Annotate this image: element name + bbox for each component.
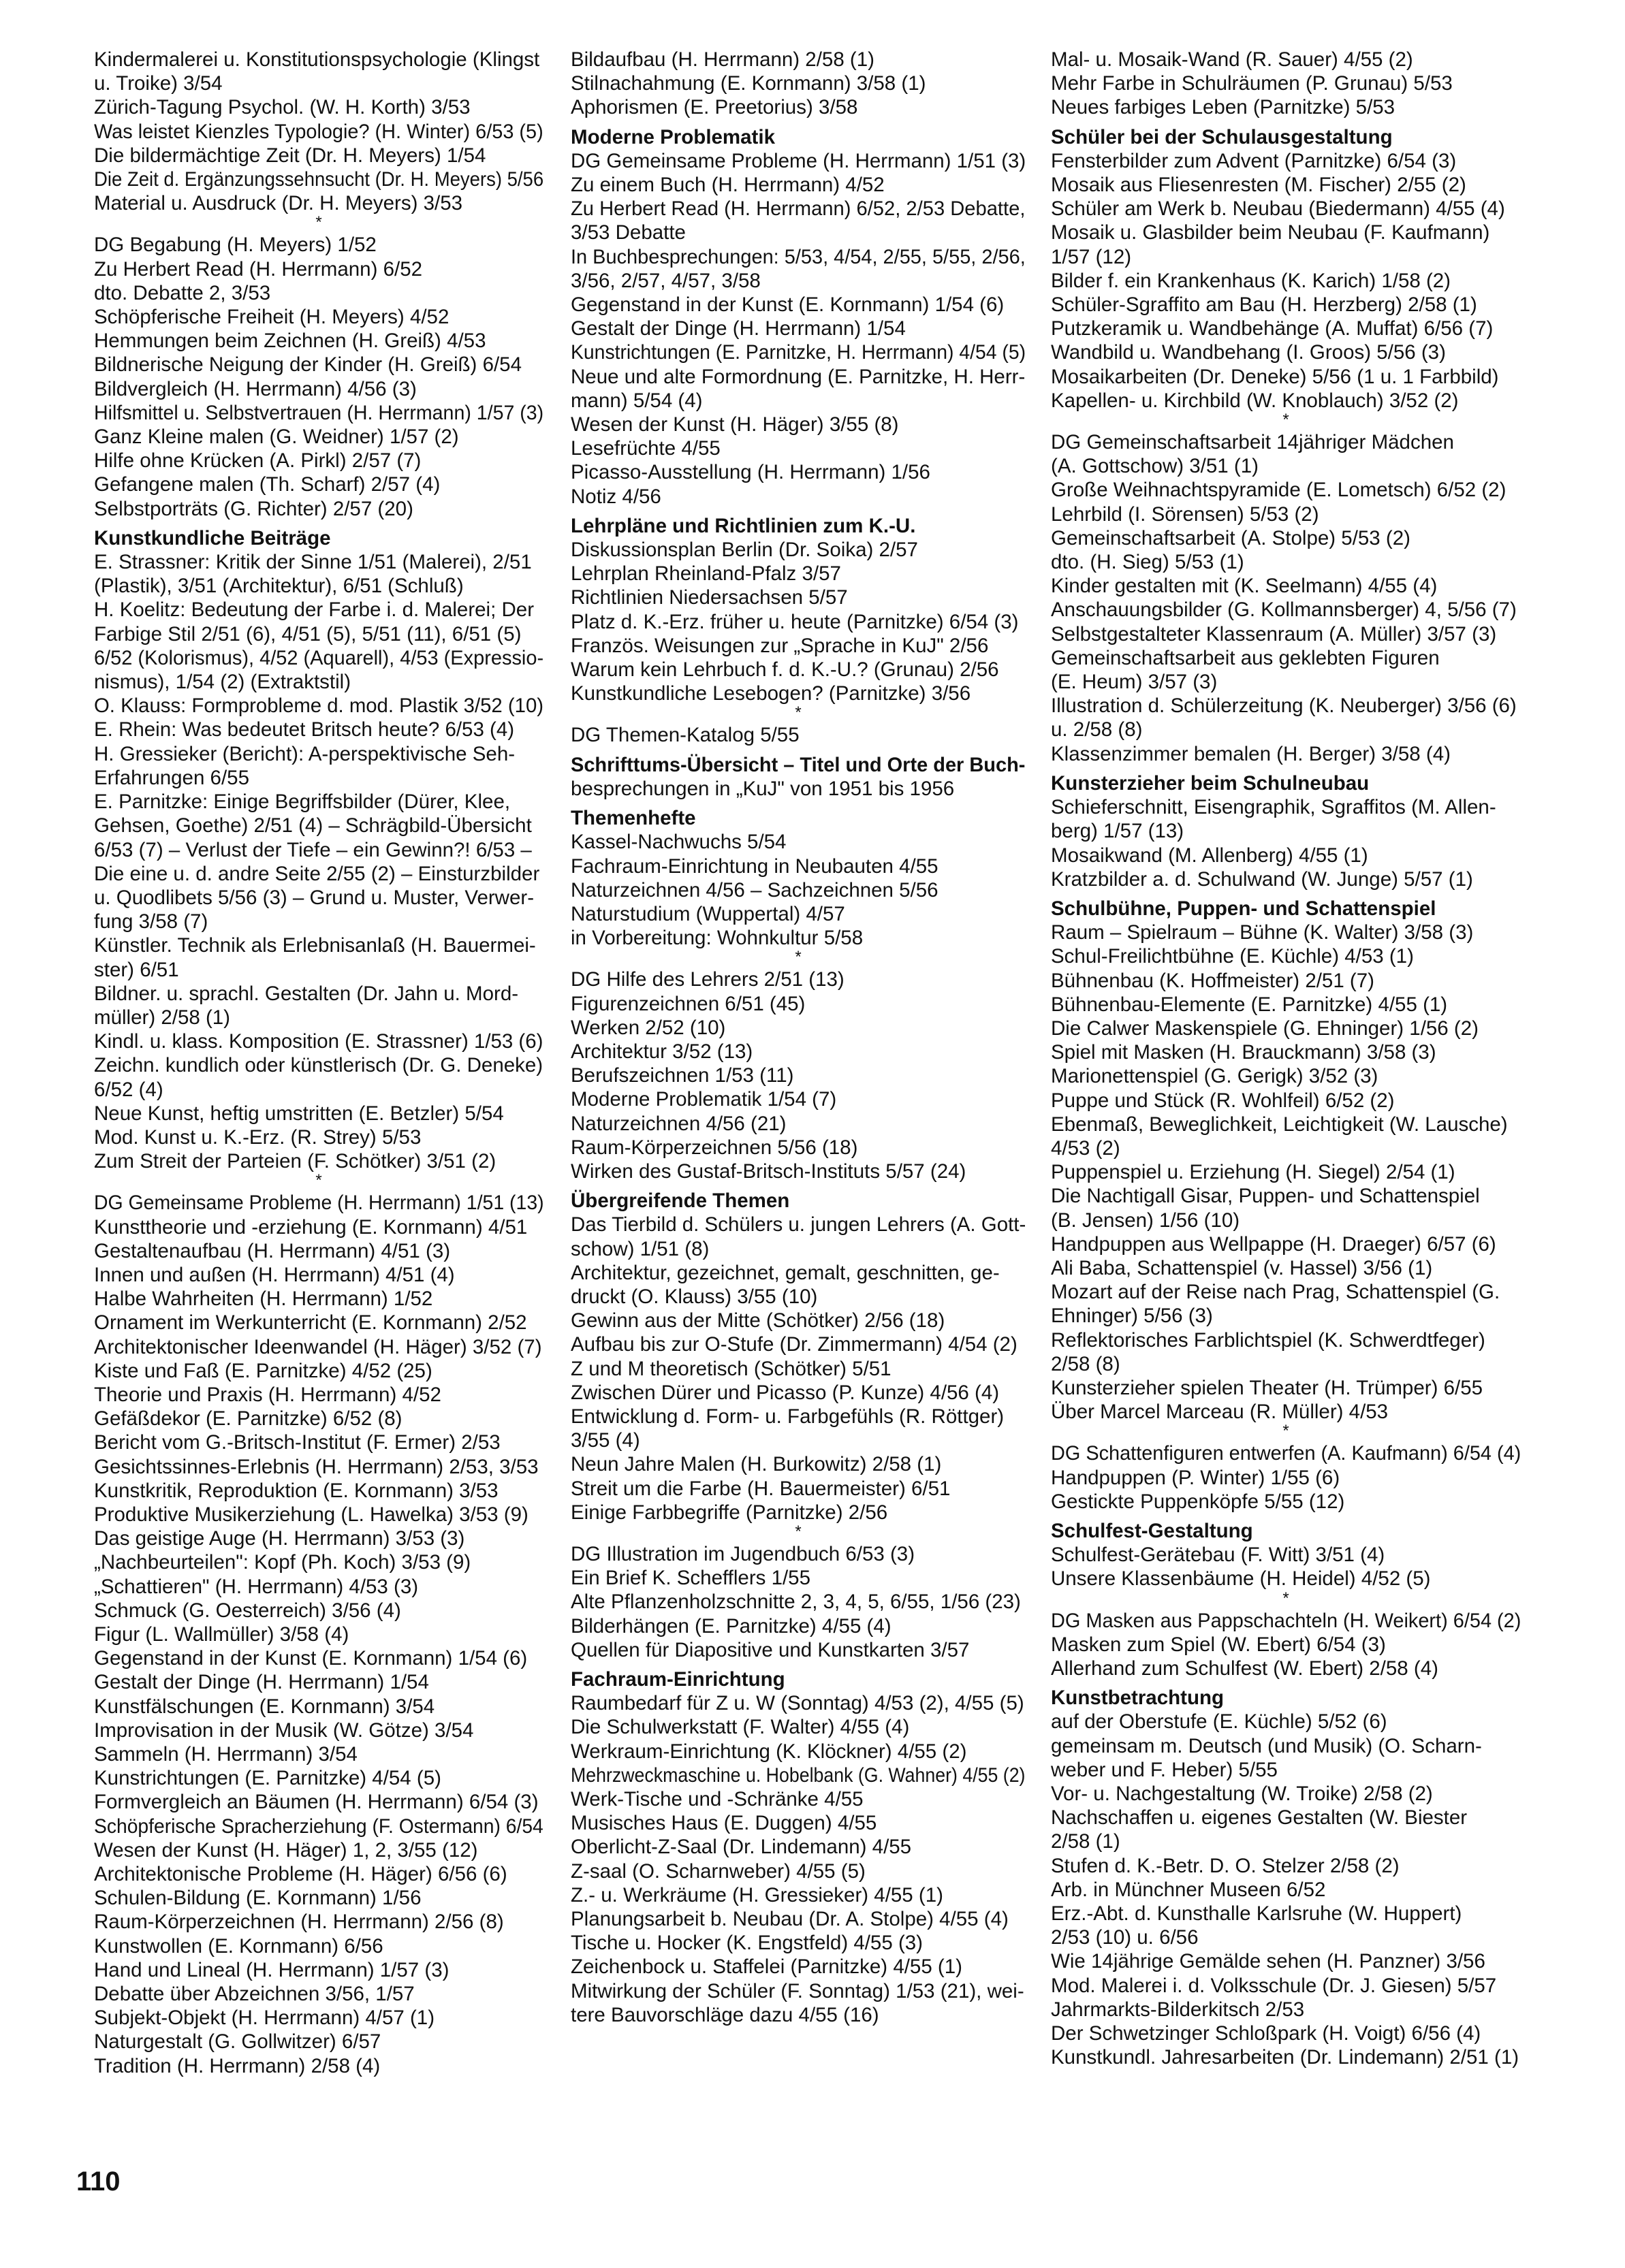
index-entry: Richtlinien Niedersachsen 5/57 <box>571 586 848 609</box>
index-entry: H. Koelitz: Bedeutung der Farbe i. d. Malerei; Der <box>94 598 535 622</box>
index-entry: Wie 14jährige Gemälde sehen (H. Panzner) 3/56 <box>1051 1950 1485 1973</box>
index-entry: 4/53 (2) <box>1051 1136 1120 1160</box>
index-entry: Schul-Freilichtbühne (E. Küchle) 4/53 (1) <box>1051 945 1414 968</box>
index-entry: DG Themen-Katalog 5/55 <box>571 724 800 747</box>
index-entry: Jahrmarkts-Bilderkitsch 2/53 <box>1051 1998 1305 2021</box>
separator-asterisk: * <box>795 948 802 967</box>
column-left <box>94 48 543 2078</box>
index-entry: Entwicklung d. Form- u. Farbgefühls (R. Röttger) <box>571 1405 1005 1428</box>
index-entry: (B. Jensen) 1/56 (10) <box>1051 1209 1240 1232</box>
index-entry: Naturzeichnen 4/56 – Sachzeichnen 5/56 <box>571 878 938 901</box>
index-entry: Architektur 3/52 (13) <box>571 1040 753 1063</box>
index-entry: Die Nachtigall Gisar, Puppen- und Schattenspiel <box>1051 1185 1480 1208</box>
index-entry: Was leistet Kienzles Typologie? (H. Winter) 6/53 (5) <box>94 120 543 143</box>
index-entry: Künstler. Technik als Erlebnisanlaß (H. Bauermei- <box>94 934 536 957</box>
index-entry: Z und M theoretisch (Schötker) 5/51 <box>571 1357 892 1380</box>
index-entry: Raum-Körperzeichnen (H. Herrmann) 2/56 (8) <box>94 1911 504 1934</box>
index-entry: Schieferschnitt, Eisengraphik, Sgraffitos (M. Allen- <box>1051 796 1496 819</box>
index-entry: Lehrbild (I. Sörensen) 5/53 (2) <box>1051 502 1319 526</box>
index-entry: Kratzbilder a. d. Schulwand (W. Junge) 5/57 (1) <box>1051 867 1473 891</box>
index-entry: Gemeinschaftsarbeit aus geklebten Figuren <box>1051 646 1440 669</box>
index-entry: Bildner. u. sprachl. Gestalten (Dr. Jahn u. Mord- <box>94 982 519 1005</box>
index-entry: Kunstfälschungen (E. Kornmann) 3/54 <box>94 1695 435 1718</box>
separator-asterisk: * <box>315 1171 322 1190</box>
index-entry: E. Rhein: Was bedeutet Britsch heute? 6/53 (4) <box>94 718 515 741</box>
index-entry: Produktive Musikerziehung (L. Hawelka) 3/53 (9) <box>94 1503 528 1526</box>
index-entry: dto. Debatte 2, 3/53 <box>94 281 271 304</box>
separator-asterisk: * <box>1282 1588 1289 1608</box>
index-entry: Kunstkundl. Jahresarbeiten (Dr. Lindemann) 2/51 (1) <box>1051 2046 1519 2069</box>
index-entry: Nachschaffen u. eigenes Gestalten (W. Biester <box>1051 1806 1468 1830</box>
index-entry: Einige Farbbegriffe (Parnitzke) 2/56 <box>571 1501 888 1524</box>
index-entry: u. Quodlibets 5/56 (3) – Grund u. Muster, Verwer- <box>94 886 535 909</box>
index-entry: Material u. Ausdruck (Dr. H. Meyers) 3/53 <box>94 192 463 215</box>
index-entry: Gestalt der Dinge (H. Herrmann) 1/54 <box>94 1671 429 1694</box>
index-entry: DG Gemeinsame Probleme (H. Herrmann) 1/51 (13) <box>94 1192 544 1215</box>
index-entry: Architektonischer Ideenwandel (H. Häger) 3/52 (7) <box>94 1335 542 1358</box>
index-entry: Mal- u. Mosaik-Wand (R. Sauer) 4/55 (2) <box>1051 48 1413 71</box>
index-entry: Klassenzimmer bemalen (H. Berger) 3/58 (4) <box>1051 742 1451 765</box>
index-entry: 6/53 (7) – Verlust der Tiefe – ein Gewinn?! 6/53 – <box>94 838 532 861</box>
index-entry: Schmuck (G. Oesterreich) 3/56 (4) <box>94 1599 401 1622</box>
section-heading: Lehrpläne und Richtlinien zum K.-U. <box>571 514 916 537</box>
index-entry: Kassel-Nachwuchs 5/54 <box>571 831 787 854</box>
index-entry: Zeichn. kundlich oder künstlerisch (Dr. G. Deneke) <box>94 1054 543 1077</box>
index-entry: Naturstudium (Wuppertal) 4/57 <box>571 902 845 925</box>
index-entry: Erfahrungen 6/55 <box>94 766 249 789</box>
index-entry: besprechungen in „KuJ" von 1951 bis 1956 <box>571 777 955 800</box>
index-entry: Musisches Haus (E. Duggen) 4/55 <box>571 1812 877 1835</box>
index-entry: Reflektorisches Farblichtspiel (K. Schwerdtfeger) <box>1051 1328 1485 1352</box>
index-entry: Mod. Malerei i. d. Volksschule (Dr. J. Giesen) 5/57 <box>1051 1974 1497 1997</box>
index-entry: Ali Baba, Schattenspiel (v. Hassel) 3/56 (1) <box>1051 1256 1433 1279</box>
index-entry: Gegenstand in der Kunst (E. Kornmann) 1/54 (6) <box>94 1647 528 1670</box>
index-entry: Gestalt der Dinge (H. Herrmann) 1/54 <box>571 317 906 340</box>
index-entry: Puppe und Stück (R. Wohlfeil) 6/52 (2) <box>1051 1089 1395 1112</box>
index-entry: Ein Brief K. Schefflers 1/55 <box>571 1567 810 1590</box>
index-entry: Sammeln (H. Herrmann) 3/54 <box>94 1743 358 1766</box>
index-entry: Theorie und Praxis (H. Herrmann) 4/52 <box>94 1383 441 1406</box>
index-entry: Architektur, gezeichnet, gemalt, geschnitten, ge- <box>571 1261 1000 1284</box>
index-entry: Kunstkritik, Reproduktion (E. Kornmann) 3/53 <box>94 1479 499 1502</box>
index-entry: H. Gressieker (Bericht): A-perspektivische Seh- <box>94 742 516 765</box>
column-right <box>1051 48 1521 2069</box>
index-entry: Hilfe ohne Krücken (A. Pirkl) 2/57 (7) <box>94 449 422 473</box>
index-entry: Bericht vom G.-Britsch-Institut (F. Ermer) 2/53 <box>94 1431 501 1454</box>
index-entry: druckt (O. Klauss) 3/55 (10) <box>571 1285 818 1308</box>
index-entry: Zu Herbert Read (H. Herrmann) 6/52 <box>94 257 423 281</box>
index-entry: Ornament im Werkunterricht (E. Kornmann) 2/52 <box>94 1311 527 1335</box>
index-entry: Quellen für Diapositive und Kunstkarten 3/57 <box>571 1638 970 1661</box>
index-entry: Neues farbiges Leben (Parnitzke) 5/53 <box>1051 96 1395 119</box>
index-entry: Naturzeichnen 4/56 (21) <box>571 1112 787 1135</box>
index-entry: 6/52 (4) <box>94 1078 163 1101</box>
index-entry: DG Begabung (H. Meyers) 1/52 <box>94 234 377 257</box>
index-entry: E. Parnitzke: Einige Begriffsbilder (Dürer, Klee, <box>94 790 511 814</box>
index-entry: Farbige Stil 2/51 (6), 4/51 (5), 5/51 (11), 6/51 (5) <box>94 622 522 645</box>
section-heading: Schüler bei der Schulausgestaltung <box>1051 125 1393 148</box>
index-entry: ster) 6/51 <box>94 958 179 981</box>
index-entry: 3/55 (4) <box>571 1429 640 1452</box>
index-entry: Arb. in Münchner Museen 6/52 <box>1051 1878 1326 1901</box>
section-heading: Schrifttums-Übersicht – Titel und Orte der Buch- <box>571 753 1026 776</box>
index-entry: In Buchbesprechungen: 5/53, 4/54, 2/55, 5/55, 2/56, <box>571 245 1026 268</box>
section-heading: Fachraum-Einrichtung <box>571 1668 785 1691</box>
index-entry: Stufen d. K.-Betr. D. O. Stelzer 2/58 (2) <box>1051 1854 1400 1877</box>
index-entry: weber und F. Heber) 5/55 <box>1051 1758 1278 1781</box>
index-entry: Mehrzweckmaschine u. Hobelbank (G. Wahner) 4/55 (2) <box>571 1763 1026 1787</box>
index-entry: Wesen der Kunst (H. Häger) 1, 2, 3/55 (12) <box>94 1838 478 1862</box>
index-entry: Hilfsmittel u. Selbstvertrauen (H. Herrmann) 1/57 (3) <box>94 401 544 424</box>
index-entry: (E. Heum) 3/57 (3) <box>1051 671 1218 694</box>
index-entry: müller) 2/58 (1) <box>94 1006 231 1029</box>
index-entry: 2/58 (8) <box>1051 1352 1120 1375</box>
index-entry: Raum – Spielraum – Bühne (K. Walter) 3/58 (3) <box>1051 921 1474 944</box>
index-entry: Zu einem Buch (H. Herrmann) 4/52 <box>571 174 885 197</box>
index-entry: Lehrplan Rheinland-Pfalz 3/57 <box>571 562 841 586</box>
index-entry: „Schattieren" (H. Herrmann) 4/53 (3) <box>94 1575 419 1598</box>
index-entry: Naturgestalt (G. Gollwitzer) 6/57 <box>94 2030 381 2054</box>
index-entry: Kindermalerei u. Konstitutionspsychologie (Klingst <box>94 48 540 71</box>
index-entry: Oberlicht-Z-Saal (Dr. Lindemann) 4/55 <box>571 1836 912 1859</box>
index-entry: Die Schulwerkstatt (F. Walter) 4/55 (4) <box>571 1716 910 1739</box>
index-entry: Kunstrichtungen (E. Parnitzke) 4/54 (5) <box>94 1767 441 1790</box>
index-entry: Lesefrüchte 4/55 <box>571 437 721 460</box>
index-entry: Bühnenbau (K. Hoffmeister) 2/51 (7) <box>1051 969 1374 992</box>
index-entry: Werk-Tische und -Schränke 4/55 <box>571 1788 864 1811</box>
index-entry: Neue und alte Formordnung (E. Parnitzke, H. Herr- <box>571 365 1026 388</box>
index-entry: DG Gemeinsame Probleme (H. Herrmann) 1/51 (3) <box>571 149 1026 172</box>
index-entry: Mozart auf der Reise nach Prag, Schattenspiel (G. <box>1051 1281 1500 1304</box>
index-entry: Mod. Kunst u. K.-Erz. (R. Strey) 5/53 <box>94 1125 422 1149</box>
index-entry: Planungsarbeit b. Neubau (Dr. A. Stolpe) 4/55 (4) <box>571 1908 1009 1931</box>
index-entry: Gegenstand in der Kunst (E. Kornmann) 1/54 (6) <box>571 293 1005 317</box>
index-entry: O. Klauss: Formprobleme d. mod. Plastik 3/52 (10) <box>94 694 544 718</box>
index-entry: 3/56, 2/57, 4/57, 3/58 <box>571 269 761 292</box>
index-entry: gemeinsam m. Deutsch (und Musik) (O. Scharn- <box>1051 1734 1482 1757</box>
index-entry: 2/53 (10) u. 6/56 <box>1051 1926 1199 1949</box>
index-entry: Neun Jahre Malen (H. Burkowitz) 2/58 (1) <box>571 1453 942 1476</box>
index-entry: Fachraum-Einrichtung in Neubauten 4/55 <box>571 855 938 878</box>
index-entry: Französ. Weisungen zur „Sprache in KuJ" 2/56 <box>571 634 989 657</box>
index-entry: Zum Streit der Parteien (F. Schötker) 3/51 (2) <box>94 1150 496 1173</box>
index-entry: DG Masken aus Pappschachteln (H. Weikert) 6/54 (2) <box>1051 1609 1521 1632</box>
index-entry: „Nachbeurteilen": Kopf (Ph. Koch) 3/53 (9) <box>94 1551 471 1574</box>
index-entry: Warum kein Lehrbuch f. d. K.-U.? (Grunau) 2/56 <box>571 658 999 682</box>
index-entry: Hemmungen beim Zeichnen (H. Greiß) 4/53 <box>94 330 486 353</box>
index-entry: Kunstkundliche Lesebogen? (Parnitzke) 3/56 <box>571 682 971 705</box>
page-number: 110 <box>76 2167 121 2197</box>
index-entry: Debatte über Abzeichnen 3/56, 1/57 <box>94 1983 415 2006</box>
index-entry: tere Bauvorschläge dazu 4/55 (16) <box>571 2003 879 2026</box>
index-entry: Bilder f. ein Krankenhaus (K. Karich) 1/58 (2) <box>1051 269 1451 292</box>
index-entry: Bühnenbau-Elemente (E. Parnitzke) 4/55 (1) <box>1051 993 1448 1016</box>
separator-asterisk: * <box>1282 411 1289 430</box>
index-entry: (A. Gottschow) 3/51 (1) <box>1051 455 1259 478</box>
index-entry: Ehninger) 5/56 (3) <box>1051 1305 1213 1328</box>
index-entry: Selbstgestalteter Klassenraum (A. Müller) 3/57 (3) <box>1051 622 1497 645</box>
index-entry: Schulfest-Gerätebau (F. Witt) 3/51 (4) <box>1051 1544 1385 1567</box>
index-entry: Formvergleich an Bäumen (H. Herrmann) 6/54 (3) <box>94 1791 539 1814</box>
index-entry: Bildaufbau (H. Herrmann) 2/58 (1) <box>571 48 874 71</box>
index-entry: Das geistige Auge (H. Herrmann) 3/53 (3) <box>94 1527 465 1550</box>
index-entry: Streit um die Farbe (H. Bauermeister) 6/51 <box>571 1477 951 1500</box>
index-entry: Wirken des Gustaf-Britsch-Instituts 5/57 (24) <box>571 1160 966 1183</box>
index-entry: Stilnachahmung (E. Kornmann) 3/58 (1) <box>571 72 926 95</box>
section-heading: Kunstbetrachtung <box>1051 1687 1225 1710</box>
index-entry: Puppenspiel u. Erziehung (H. Siegel) 2/54 (1) <box>1051 1161 1455 1184</box>
index-entry: 6/52 (Kolorismus), 4/52 (Aquarell), 4/53 (Expressio- <box>94 646 544 669</box>
index-entry: Halbe Wahrheiten (H. Herrmann) 1/52 <box>94 1288 433 1311</box>
index-entry: Bildvergleich (H. Herrmann) 4/56 (3) <box>94 377 417 400</box>
index-entry: Schüler am Werk b. Neubau (Biedermann) 4/55 (4) <box>1051 197 1505 221</box>
section-heading: Moderne Problematik <box>571 125 775 148</box>
index-entry: Gehsen, Goethe) 2/51 (4) – Schrägbild-Übersicht <box>94 814 532 837</box>
index-entry: Platz d. K.-Erz. früher u. heute (Parnitzke) 6/54 (3) <box>571 610 1019 633</box>
index-entry: Große Weihnachtspyramide (E. Lometsch) 6/52 (2) <box>1051 479 1506 502</box>
index-entry: Selbstporträts (G. Richter) 2/57 (20) <box>94 497 413 520</box>
section-heading: Übergreifende Themen <box>571 1189 790 1213</box>
index-entry: Figur (L. Wallmüller) 3/58 (4) <box>94 1623 349 1646</box>
index-entry: Tradition (H. Herrmann) 2/58 (4) <box>94 2054 381 2077</box>
index-entry: Bildnerische Neigung der Kinder (H. Greiß) 6/54 <box>94 353 522 377</box>
separator-asterisk: * <box>795 1522 802 1541</box>
index-entry: Masken zum Spiel (W. Ebert) 6/54 (3) <box>1051 1633 1386 1656</box>
index-entry: Notiz 4/56 <box>571 485 661 508</box>
index-entry: berg) 1/57 (13) <box>1051 820 1184 843</box>
index-entry: Kunstrichtungen (E. Parnitzke, H. Herrmann) 4/54 (5) <box>571 341 1026 364</box>
index-entry: Figurenzeichnen 6/51 (45) <box>571 992 806 1015</box>
index-entry: mann) 5/54 (4) <box>571 389 703 412</box>
index-entry: E. Strassner: Kritik der Sinne 1/51 (Malerei), 2/51 <box>94 551 532 574</box>
section-heading: Schulfest-Gestaltung <box>1051 1519 1253 1542</box>
index-entry: Mehr Farbe in Schulräumen (P. Grunau) 5/53 <box>1051 72 1453 95</box>
index-entry: Putzkeramik u. Wandbehänge (A. Muffat) 6/56 (7) <box>1051 317 1494 340</box>
index-entry: Gestickte Puppenköpfe 5/55 (12) <box>1051 1490 1345 1513</box>
separator-asterisk: * <box>795 703 802 722</box>
index-entry: Aphorismen (E. Preetorius) 3/58 <box>571 96 858 119</box>
index-entry: Werken 2/52 (10) <box>571 1016 726 1039</box>
index-entry: schow) 1/51 (8) <box>571 1237 710 1260</box>
index-entry: Ganz Kleine malen (G. Weidner) 1/57 (2) <box>94 426 459 449</box>
index-entry: Anschauungsbilder (G. Kollmannsberger) 4, 5/56 (7) <box>1051 598 1517 622</box>
index-entry: Illustration d. Schülerzeitung (K. Neuberger) 3/56 (6) <box>1051 694 1517 718</box>
index-entry: Kinder gestalten mit (K. Seelmann) 4/55 (4) <box>1051 575 1438 598</box>
index-entry: u. 2/58 (8) <box>1051 718 1143 741</box>
index-entry: Mosaik u. Glasbilder beim Neubau (F. Kaufmann) <box>1051 221 1490 244</box>
index-entry: Erz.-Abt. d. Kunsthalle Karlsruhe (W. Huppert) <box>1051 1902 1462 1926</box>
index-entry: Die Zeit d. Ergänzungssehnsucht (Dr. H. Meyers) 5/56 <box>94 168 544 191</box>
index-entry: Schulen-Bildung (E. Kornmann) 1/56 <box>94 1887 422 1910</box>
index-entry: Berufszeichnen 1/53 (11) <box>571 1064 794 1087</box>
index-entry: Gestaltenaufbau (H. Herrmann) 4/51 (3) <box>94 1239 451 1262</box>
index-entry: nismus), 1/54 (2) (Extraktstil) <box>94 671 351 694</box>
index-entry: DG Hilfe des Lehrers 2/51 (13) <box>571 968 845 991</box>
index-entry: DG Schattenfiguren entwerfen (A. Kaufmann) 6/54 (4) <box>1051 1442 1521 1465</box>
index-entry: Über Marcel Marceau (R. Müller) 4/53 <box>1051 1401 1389 1424</box>
index-entry: Diskussionsplan Berlin (Dr. Soika) 2/57 <box>571 539 918 562</box>
index-entry: Zwischen Dürer und Picasso (P. Kunze) 4/56 (4) <box>571 1381 1000 1404</box>
index-entry: DG Gemeinschaftsarbeit 14jähriger Mädchen <box>1051 431 1454 454</box>
index-entry: Schöpferische Freiheit (H. Meyers) 4/52 <box>94 306 449 329</box>
index-entry: Handpuppen (P. Winter) 1/55 (6) <box>1051 1466 1340 1489</box>
index-entry: Die Calwer Maskenspiele (G. Ehninger) 1/56 (2) <box>1051 1017 1479 1040</box>
index-entry: Marionettenspiel (G. Gerigk) 3/52 (3) <box>1051 1065 1378 1088</box>
index-entry: auf der Oberstufe (E. Küchle) 5/52 (6) <box>1051 1710 1387 1734</box>
index-entry: Kunsttheorie und -erziehung (E. Kornmann) 4/51 <box>94 1215 528 1239</box>
column-middle <box>571 48 1026 2027</box>
index-entry: Zu Herbert Read (H. Herrmann) 6/52, 2/53 Debatte, <box>571 197 1026 221</box>
index-entry: Vor- u. Nachgestaltung (W. Troike) 2/58 (2) <box>1051 1783 1433 1806</box>
index-entry: 3/53 Debatte <box>571 221 686 244</box>
index-entry: Mosaik aus Fliesenresten (M. Fischer) 2/55 (2) <box>1051 174 1466 197</box>
index-entry: Fensterbilder zum Advent (Parnitzke) 6/54 (3) <box>1051 149 1457 172</box>
index-entry: Improvisation in der Musik (W. Götze) 3/54 <box>94 1719 474 1742</box>
index-entry: 2/58 (1) <box>1051 1830 1120 1853</box>
index-entry: Picasso-Ausstellung (H. Herrmann) 1/56 <box>571 461 930 484</box>
index-entry: Zürich-Tagung Psychol. (W. H. Korth) 3/53 <box>94 96 471 119</box>
index-entry: Mosaikarbeiten (Dr. Deneke) 5/56 (1 u. 1 Farbbild) <box>1051 365 1499 388</box>
separator-asterisk: * <box>1282 1422 1289 1441</box>
index-entry: Z.- u. Werkräume (H. Gressieker) 4/55 (1) <box>571 1883 943 1906</box>
index-entry: u. Troike) 3/54 <box>94 72 223 95</box>
index-entry: Allerhand zum Schulfest (W. Ebert) 2/58 (4) <box>1051 1657 1438 1680</box>
index-entry: Spiel mit Masken (H. Brauckmann) 3/58 (3) <box>1051 1041 1436 1064</box>
section-heading: Themenhefte <box>571 807 696 830</box>
index-entry: Tische u. Hocker (K. Engstfeld) 4/55 (3) <box>571 1932 923 1955</box>
index-entry: Gewinn aus der Mitte (Schötker) 2/56 (18) <box>571 1309 945 1332</box>
index-entry: Bilderhängen (E. Parnitzke) 4/55 (4) <box>571 1614 892 1638</box>
index-entry: Ebenmaß, Beweglichkeit, Leichtigkeit (W. Lausche) <box>1051 1113 1508 1136</box>
index-entry: Alte Pflanzenholzschnitte 2, 3, 4, 5, 6/55, 1/56 (23) <box>571 1591 1021 1614</box>
index-entry: Schüler-Sgraffito am Bau (H. Herzberg) 2/58 (1) <box>1051 293 1477 317</box>
index-entry: Die bildermächtige Zeit (Dr. H. Meyers) 1/54 <box>94 144 486 167</box>
index-entry: Neue Kunst, heftig umstritten (E. Betzler) 5/54 <box>94 1102 504 1125</box>
index-entry: Subjekt-Objekt (H. Herrmann) 4/57 (1) <box>94 2007 435 2030</box>
index-entry: (Plastik), 3/51 (Architektur), 6/51 (Schluß) <box>94 575 464 598</box>
index-entry: fung 3/58 (7) <box>94 910 208 933</box>
index-entry: dto. (H. Sieg) 5/53 (1) <box>1051 551 1244 574</box>
section-heading: Schulbühne, Puppen- und Schattenspiel <box>1051 897 1436 920</box>
index-entry: Kiste und Faß (E. Parnitzke) 4/52 (25) <box>94 1359 432 1382</box>
index-entry: Kapellen- u. Kirchbild (W. Knoblauch) 3/52 (2) <box>1051 389 1459 412</box>
index-entry: Raumbedarf für Z u. W (Sonntag) 4/53 (2), 4/55 (5) <box>571 1692 1024 1715</box>
index-entry: Architektonische Probleme (H. Häger) 6/56 (6) <box>94 1863 507 1886</box>
index-entry: Zeichenbock u. Staffelei (Parnitzke) 4/55 (1) <box>571 1955 962 1979</box>
index-entry: Werkraum-Einrichtung (K. Klöckner) 4/55 (2) <box>571 1740 967 1763</box>
index-entry: Gefäßdekor (E. Parnitzke) 6/52 (8) <box>94 1407 403 1431</box>
index-entry: DG Illustration im Jugendbuch 6/53 (3) <box>571 1542 915 1565</box>
index-entry: Mosaikwand (M. Allenberg) 4/55 (1) <box>1051 844 1368 867</box>
section-heading: Kunstkundliche Beiträge <box>94 526 331 549</box>
index-entry: Gesichtssinnes-Erlebnis (H. Herrmann) 2/53, 3/53 <box>94 1455 539 1478</box>
section-heading: Kunsterzieher beim Schulneubau <box>1051 771 1370 795</box>
index-entry: Gemeinschaftsarbeit (A. Stolpe) 5/53 (2) <box>1051 526 1410 549</box>
index-entry: Moderne Problematik 1/54 (7) <box>571 1088 837 1111</box>
index-entry: Z-saal (O. Scharnweber) 4/55 (5) <box>571 1859 866 1883</box>
index-entry: 1/57 (12) <box>1051 245 1132 268</box>
index-entry: Das Tierbild d. Schülers u. jungen Lehrers (A. Gott- <box>571 1213 1026 1236</box>
index-entry: Kunsterzieher spielen Theater (H. Trümper) 6/55 <box>1051 1376 1483 1399</box>
index-entry: Wesen der Kunst (H. Häger) 3/55 (8) <box>571 413 899 436</box>
index-entry: Schöpferische Spracherziehung (F. Ostermann) 6/54 <box>94 1815 543 1838</box>
index-entry: Gefangene malen (Th. Scharf) 2/57 (4) <box>94 473 441 496</box>
index-entry: Mitwirkung der Schüler (F. Sonntag) 1/53 (21), wei- <box>571 1979 1024 2002</box>
index-entry: Handpuppen aus Wellpappe (H. Draeger) 6/57 (6) <box>1051 1232 1496 1256</box>
index-entry: Aufbau bis zur O-Stufe (Dr. Zimmermann) 4/54 (2) <box>571 1333 1017 1356</box>
index-entry: Der Schwetzinger Schloßpark (H. Voigt) 6/56 (4) <box>1051 2022 1481 2045</box>
index-entry: Wandbild u. Wandbehang (I. Groos) 5/56 (3) <box>1051 341 1446 364</box>
index-entry: Unsere Klassenbäume (H. Heidel) 4/52 (5) <box>1051 1567 1431 1591</box>
index-entry: in Vorbereitung: Wohnkultur 5/58 <box>571 927 864 950</box>
index-entry: Kindl. u. klass. Komposition (E. Strassner) 1/53 (6) <box>94 1030 543 1053</box>
index-entry: Raum-Körperzeichnen 5/56 (18) <box>571 1136 858 1159</box>
index-entry: Hand und Lineal (H. Herrmann) 1/57 (3) <box>94 1958 449 1981</box>
index-entry: Kunstwollen (E. Kornmann) 6/56 <box>94 1934 383 1958</box>
separator-asterisk: * <box>315 213 322 232</box>
index-entry: Die eine u. d. andre Seite 2/55 (2) – Einsturzbilder <box>94 862 540 885</box>
index-entry: Innen und außen (H. Herrmann) 4/51 (4) <box>94 1263 455 1286</box>
